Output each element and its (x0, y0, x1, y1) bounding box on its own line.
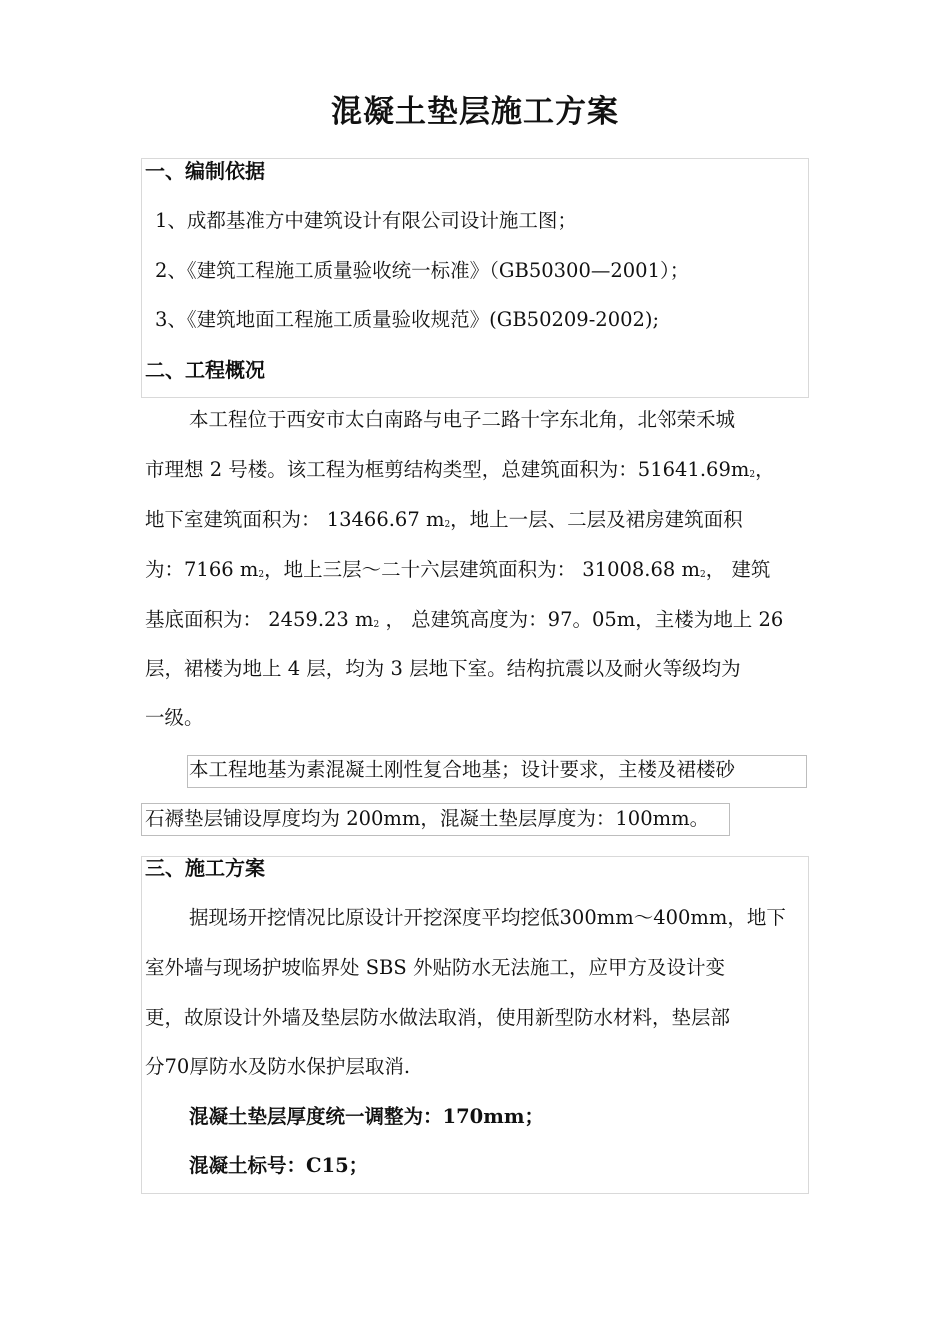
text-run: 为：7166 m (145, 558, 259, 581)
unit-superscript: 2 (444, 520, 451, 530)
text-run: ， 建筑 (705, 558, 771, 581)
body-line: 石褥垫层铺设厚度均为 200mm，混凝土垫层厚度为：100mm。 (145, 807, 710, 830)
body-line (145, 456, 775, 489)
thickness-spec: 混凝土垫层厚度统一调整为：170mm； (189, 1105, 544, 1128)
body-line: 据现场开挖情况比原设计开挖深度平均挖低300mm～400mm，地下 (189, 906, 786, 929)
section-heading: 一、编制依据 (145, 159, 265, 183)
text-run: 市理想 2 号楼。该工程为框剪结构类型，总建筑面积为：51641.69m (145, 458, 750, 481)
body-line: 层，裙楼为地上 4 层，均为 3 层地下室。结构抗震以及耐火等级均为 (145, 657, 741, 680)
reference-item: 1、成都基准方中建筑设计有限公司设计施工图； (155, 209, 577, 232)
text-run: ，地上三层～二十六层建筑面积为： 31008.68 m (264, 558, 700, 581)
body-line (145, 556, 770, 589)
concrete-grade-spec: 混凝土标号：C15； (189, 1154, 369, 1177)
document-title: 混凝土垫层施工方案 (331, 94, 619, 130)
reference-item: 3、《建筑地面工程施工质量验收规范》(GB50209-2002); (155, 308, 660, 331)
text-run: ，地上一层、二层及裙房建筑面积 (450, 508, 743, 531)
section-heading: 二、工程概况 (145, 358, 265, 382)
unit-superscript: 2 (373, 620, 380, 630)
section-heading: 三、施工方案 (145, 856, 265, 880)
body-line: 本工程位于西安市太白南路与电子二路十字东北角，北邻荣禾城 (189, 408, 736, 431)
body-line: 更，故原设计外墙及垫层防水做法取消，使用新型防水材料，垫层部 (145, 1006, 731, 1029)
text-run: ， 总建筑高度为：97。05m，主楼为地上 26 (379, 608, 784, 631)
unit-superscript: 2 (700, 570, 706, 580)
text-run: 基底面积为： 2459.23 m (145, 608, 374, 631)
reference-item: 2、《建筑工程施工质量验收统一标准》（GB50300—2001）； (155, 259, 690, 282)
body-line (145, 606, 783, 639)
body-line: 分70厚防水及防水保护层取消. (145, 1055, 411, 1078)
text-run: 地下室建筑面积为： 13466.67 m (145, 508, 445, 531)
unit-superscript: 2 (258, 570, 265, 580)
body-line: 本工程地基为素混凝土刚性复合地基；设计要求，主楼及裙楼砂 (189, 758, 736, 781)
body-line (145, 506, 743, 539)
text-run: ， (755, 458, 775, 481)
body-line: 室外墙与现场护坡临界处 SBS 外贴防水无法施工，应甲方及设计变 (145, 956, 725, 979)
body-line: 一级。 (145, 706, 204, 729)
unit-superscript: 2 (749, 470, 756, 480)
